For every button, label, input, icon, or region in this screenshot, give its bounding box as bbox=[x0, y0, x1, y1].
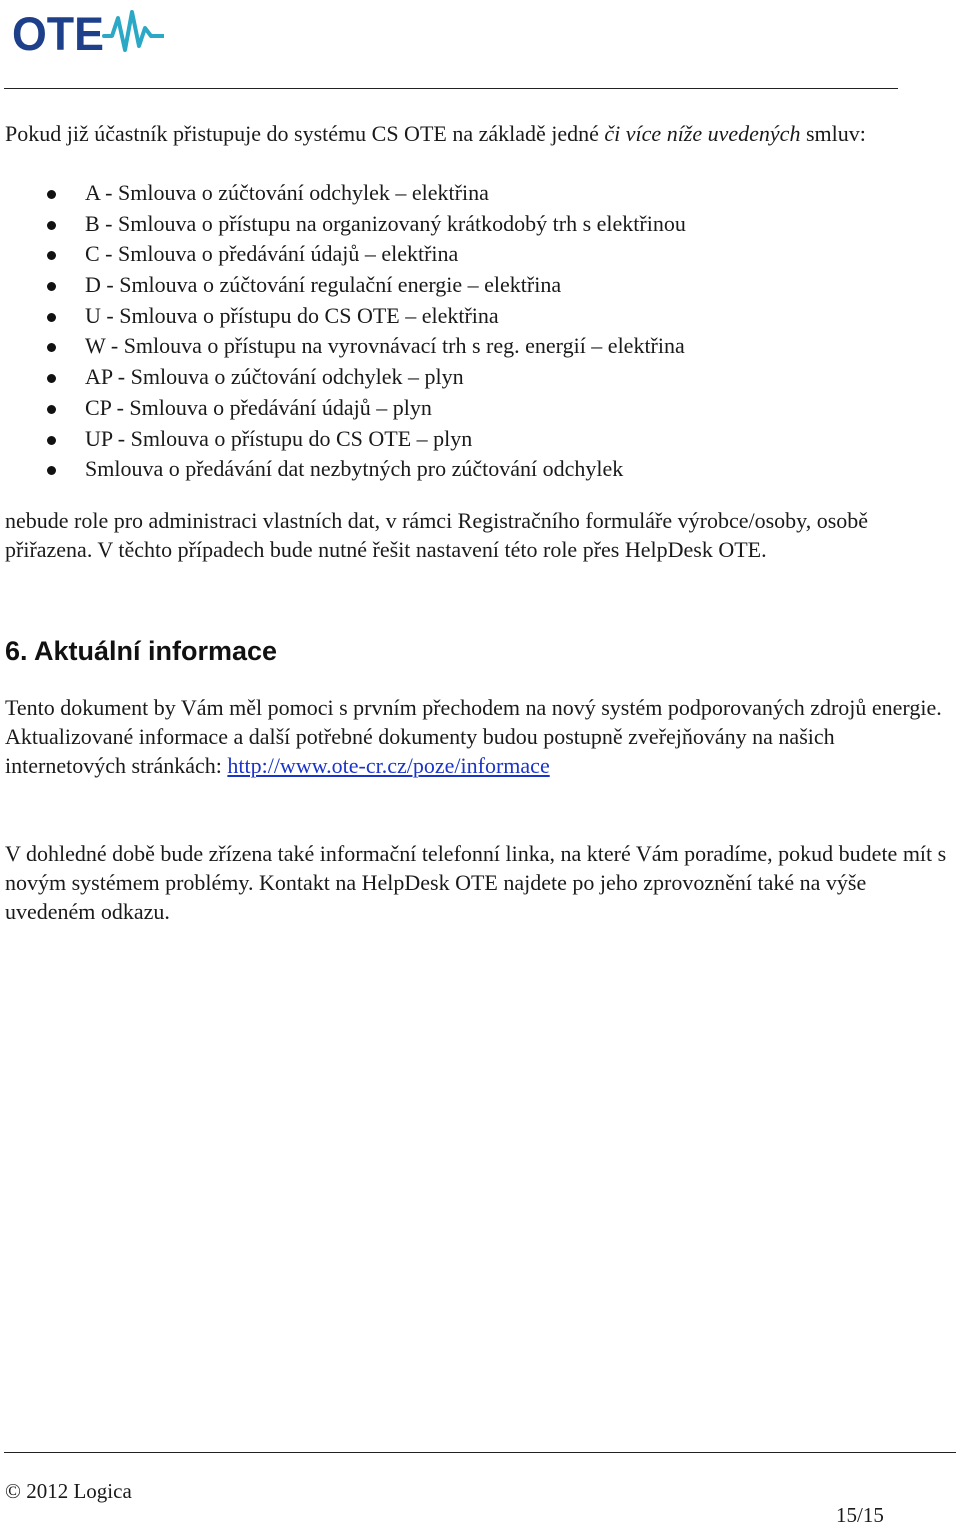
contract-list-item bbox=[0, 424, 686, 455]
intro-paragraph bbox=[5, 119, 960, 148]
bullet-icon bbox=[47, 221, 56, 230]
header-rule bbox=[4, 88, 898, 89]
contract-label: UP - Smlouva o přístupu do CS OTE – plyn bbox=[85, 425, 473, 451]
contract-list-item bbox=[0, 178, 686, 209]
contract-label: CP - Smlouva o předávání údajů – plyn bbox=[85, 394, 432, 420]
info-link[interactable]: http://www.ote-cr.cz/poze/informace bbox=[227, 753, 550, 778]
logo-text: OTE bbox=[12, 7, 104, 56]
copyright-text: © 2012 Logica bbox=[5, 1479, 132, 1503]
helpdesk-paragraph: V dohledné době bude zřízena také informační telefonní linka, na které Vám poradíme, pokud budete mít s novým systémem problémy. Kontakt na HelpDesk OTE najdete po jeho zprovoznění také na výše uvedeném odkazu. bbox=[5, 841, 947, 924]
ote-logo bbox=[12, 6, 164, 56]
bullet-icon bbox=[47, 436, 56, 445]
page-number: 15/15 bbox=[836, 1503, 884, 1527]
bullet-icon bbox=[47, 251, 56, 260]
contract-label: D - Smlouva o zúčtování regulační energie – elektřina bbox=[85, 272, 562, 298]
bullet-icon bbox=[47, 374, 56, 383]
contract-label: Smlouva o předávání dat nezbytných pro zúčtování odchylek bbox=[85, 456, 624, 482]
contract-list bbox=[0, 178, 686, 485]
contract-label: W - Smlouva o přístupu na vyrovnávací trh s reg. energií – elektřina bbox=[85, 333, 685, 359]
contract-list-item bbox=[0, 362, 686, 393]
closing-paragraph: nebude role pro administraci vlastních dat, v rámci Registračního formuláře výrobce/osoby, osobě přiřazena. V těchto případech bude nutné řešit nastavení této role přes HelpDesk OTE. bbox=[5, 508, 869, 562]
contract-label: A - Smlouva o zúčtování odchylek – elektřina bbox=[85, 180, 489, 205]
contract-list-item bbox=[0, 239, 686, 270]
contract-list-item bbox=[0, 393, 686, 424]
contract-label: U - Smlouva o přístupu do CS OTE – elektřina bbox=[85, 302, 499, 328]
contract-list-item bbox=[0, 301, 686, 332]
ote-logo-graphic bbox=[12, 6, 164, 56]
contract-list-item bbox=[0, 331, 686, 362]
info-paragraph-text: Tento dokument by Vám měl pomoci s prvním přechodem na nový systém podporovaných zdrojů energie. Aktualizované informace a další potřebné dokumenty budou postupně zveřejňovány na našich internetových stránkách: bbox=[5, 695, 942, 778]
contract-list-item bbox=[0, 270, 686, 301]
bullet-icon bbox=[47, 466, 56, 475]
contract-label: AP - Smlouva o zúčtování odchylek – plyn bbox=[85, 364, 464, 390]
bullet-icon bbox=[47, 313, 56, 322]
contract-label: C - Smlouva o předávání údajů – elektřina bbox=[85, 241, 459, 267]
intro-text-start: Pokud již účastník přistupuje do systému CS OTE na základě jedné bbox=[5, 121, 605, 146]
intro-text-emphasis: či více níže uvedených bbox=[604, 121, 801, 146]
contract-list-item bbox=[0, 454, 686, 485]
logo-wave-icon bbox=[104, 12, 163, 50]
info-paragraph bbox=[5, 693, 955, 780]
intro-text-end: smluv: bbox=[800, 121, 866, 146]
bullet-icon bbox=[47, 405, 56, 414]
bullet-icon bbox=[47, 190, 56, 199]
contract-list-item bbox=[0, 209, 686, 240]
bullet-icon bbox=[47, 343, 56, 352]
section-heading: 6. Aktuální informace bbox=[5, 636, 278, 666]
footer-rule bbox=[4, 1452, 956, 1453]
bullet-icon bbox=[47, 282, 56, 291]
contract-label: B - Smlouva o přístupu na organizovaný krátkodobý trh s elektřinou bbox=[85, 210, 686, 236]
